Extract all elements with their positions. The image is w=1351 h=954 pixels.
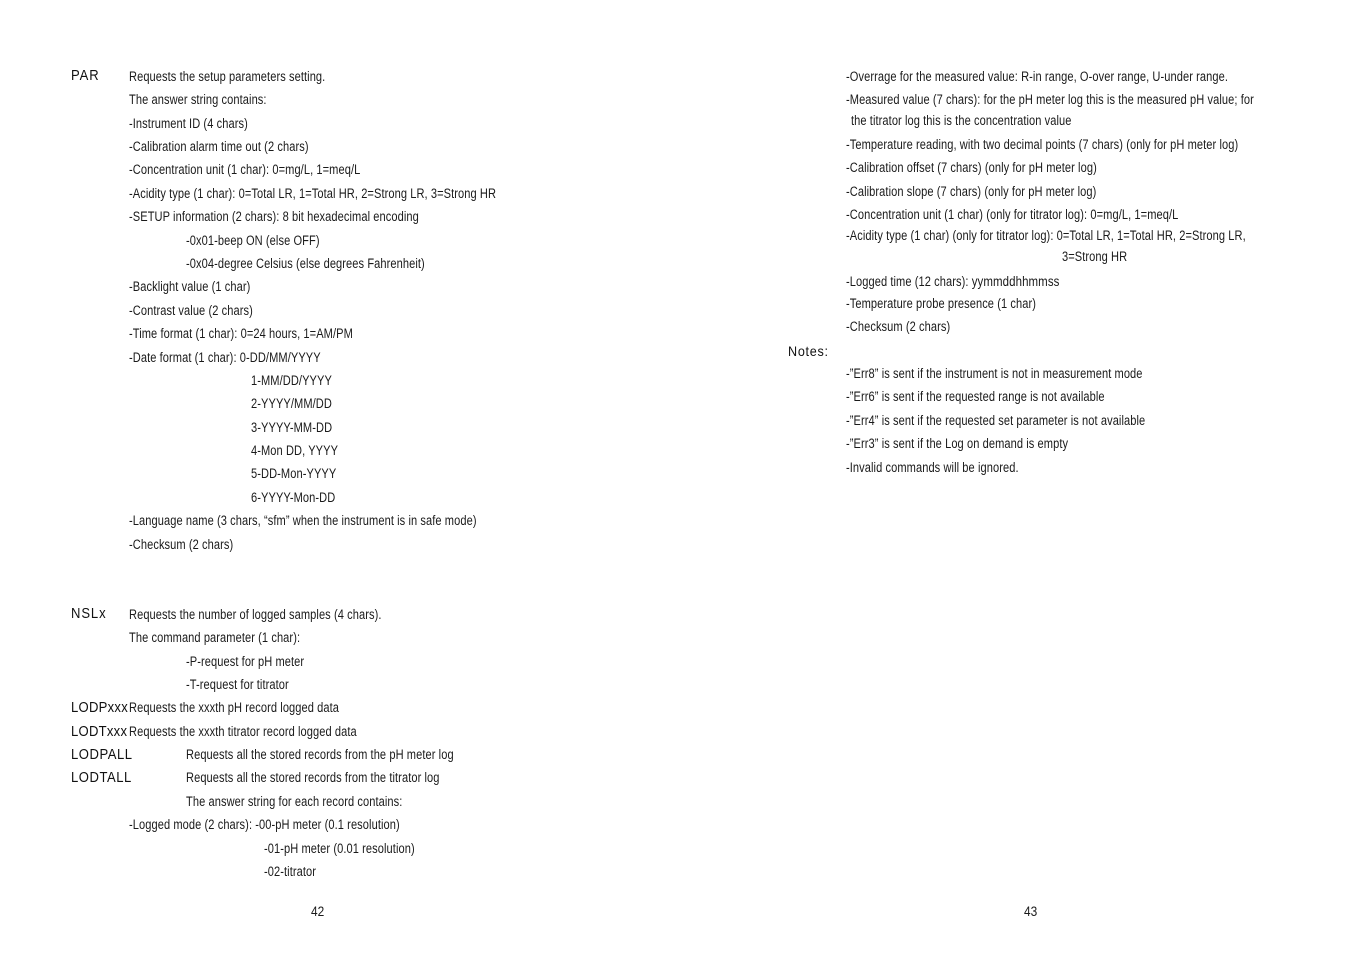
record-line: 3=Strong HR — [1062, 249, 1128, 264]
record-line: -Overrage for the measured value: R-in range, O-over range, U-under range. — [846, 69, 1229, 84]
par-line: -SETUP information (2 chars): 8 bit hexadecimal encoding — [129, 209, 419, 224]
record-line: -Concentration unit (1 char) (only for titrator log): 0=mg/L, 1=meq/L — [846, 207, 1179, 222]
par-line: -0x01-beep ON (else OFF) — [186, 233, 320, 248]
command-lodtxxx: LODTxxx — [71, 724, 128, 740]
par-line: -0x04-degree Celsius (else degrees Fahrenheit) — [186, 256, 425, 271]
page-number-left: 42 — [311, 903, 325, 919]
par-line: 5-DD-Mon-YYYY — [251, 466, 337, 481]
par-line: -Language name (3 chars, “sfm” when the instrument is in safe mode) — [129, 513, 477, 528]
command-par: PAR — [71, 68, 100, 84]
note-line: -Invalid commands will be ignored. — [846, 460, 1019, 475]
answer-line: -01-pH meter (0.01 resolution) — [264, 841, 415, 856]
par-line: -Concentration unit (1 char): 0=mg/L, 1=meq/L — [129, 162, 361, 177]
par-line: -Calibration alarm time out (2 chars) — [129, 139, 309, 154]
par-line: -Time format (1 char): 0=24 hours, 1=AM/PM — [129, 326, 353, 341]
note-line: -”Err4” is sent if the requested set parameter is not available — [846, 413, 1146, 428]
par-line: The answer string contains: — [129, 92, 267, 107]
record-line: -Calibration offset (7 chars) (only for pH meter log) — [846, 160, 1097, 175]
nslx-line: -T-request for titrator — [186, 677, 289, 692]
par-line: 3-YYYY-MM-DD — [251, 420, 333, 435]
lodtxxx-text: Requests the xxxth titrator record logged data — [129, 724, 357, 739]
par-line: 2-YYYY/MM/DD — [251, 396, 332, 411]
note-line: -”Err6” is sent if the requested range is not available — [846, 389, 1105, 404]
notes-heading: Notes: — [788, 343, 829, 359]
record-line: -Calibration slope (7 chars) (only for pH meter log) — [846, 184, 1097, 199]
note-line: -”Err8” is sent if the instrument is not in measurement mode — [846, 366, 1143, 381]
par-line: 1-MM/DD/YYYY — [251, 373, 332, 388]
command-lodpall: LODPALL — [71, 747, 133, 763]
par-line: 4-Mon DD, YYYY — [251, 443, 339, 458]
record-line: -Temperature probe presence (1 char) — [846, 296, 1037, 311]
par-line: 6-YYYY-Mon-DD — [251, 490, 336, 505]
par-line: -Date format (1 char): 0-DD/MM/YYYY — [129, 350, 321, 365]
logged-time-line — [846, 272, 1059, 291]
logged-time-format: yymmddhhmmss — [971, 273, 1060, 289]
record-line: -Temperature reading, with two decimal points (7 chars) (only for pH meter log) — [846, 137, 1239, 152]
command-lodpxxx: LODPxxx — [71, 700, 129, 716]
par-line: -Checksum (2 chars) — [129, 537, 234, 552]
lodpxxx-text: Requests the xxxth pH record logged data — [129, 700, 340, 715]
nslx-line: -P-request for pH meter — [186, 654, 305, 669]
record-line: the titrator log this is the concentration value — [851, 113, 1072, 128]
logged-time-label: -Logged time (12 chars): — [846, 274, 972, 289]
answer-line: -Logged mode (2 chars): -00-pH meter (0.1 resolution) — [129, 817, 400, 832]
answer-line: -02-titrator — [264, 864, 317, 879]
par-line: -Contrast value (2 chars) — [129, 303, 253, 318]
par-line: -Acidity type (1 char): 0=Total LR, 1=Total HR, 2=Strong LR, 3=Strong HR — [129, 186, 497, 201]
record-line: -Measured value (7 chars): for the pH meter log this is the measured pH value; for — [846, 92, 1254, 107]
par-line: -Instrument ID (4 chars) — [129, 116, 248, 131]
nslx-line: The command parameter (1 char): — [129, 630, 301, 645]
nslx-line: Requests the number of logged samples (4 chars). — [129, 607, 382, 622]
record-line: -Acidity type (1 char) (only for titrator log): 0=Total LR, 1=Total HR, 2=Strong LR, — [846, 228, 1246, 243]
page-number-right: 43 — [1024, 903, 1038, 919]
command-nslx: NSLx — [71, 606, 107, 622]
answer-line: The answer string for each record contains: — [186, 794, 403, 809]
par-line: Requests the setup parameters setting. — [129, 69, 326, 84]
lodpall-text: Requests all the stored records from the pH meter log — [186, 747, 454, 762]
lodtall-text: Requests all the stored records from the titrator log — [186, 770, 440, 785]
par-line: -Backlight value (1 char) — [129, 279, 251, 294]
record-line: -Checksum (2 chars) — [846, 319, 951, 334]
note-line: -”Err3” is sent if the Log on demand is empty — [846, 436, 1069, 451]
command-lodtall: LODTALL — [71, 770, 132, 786]
